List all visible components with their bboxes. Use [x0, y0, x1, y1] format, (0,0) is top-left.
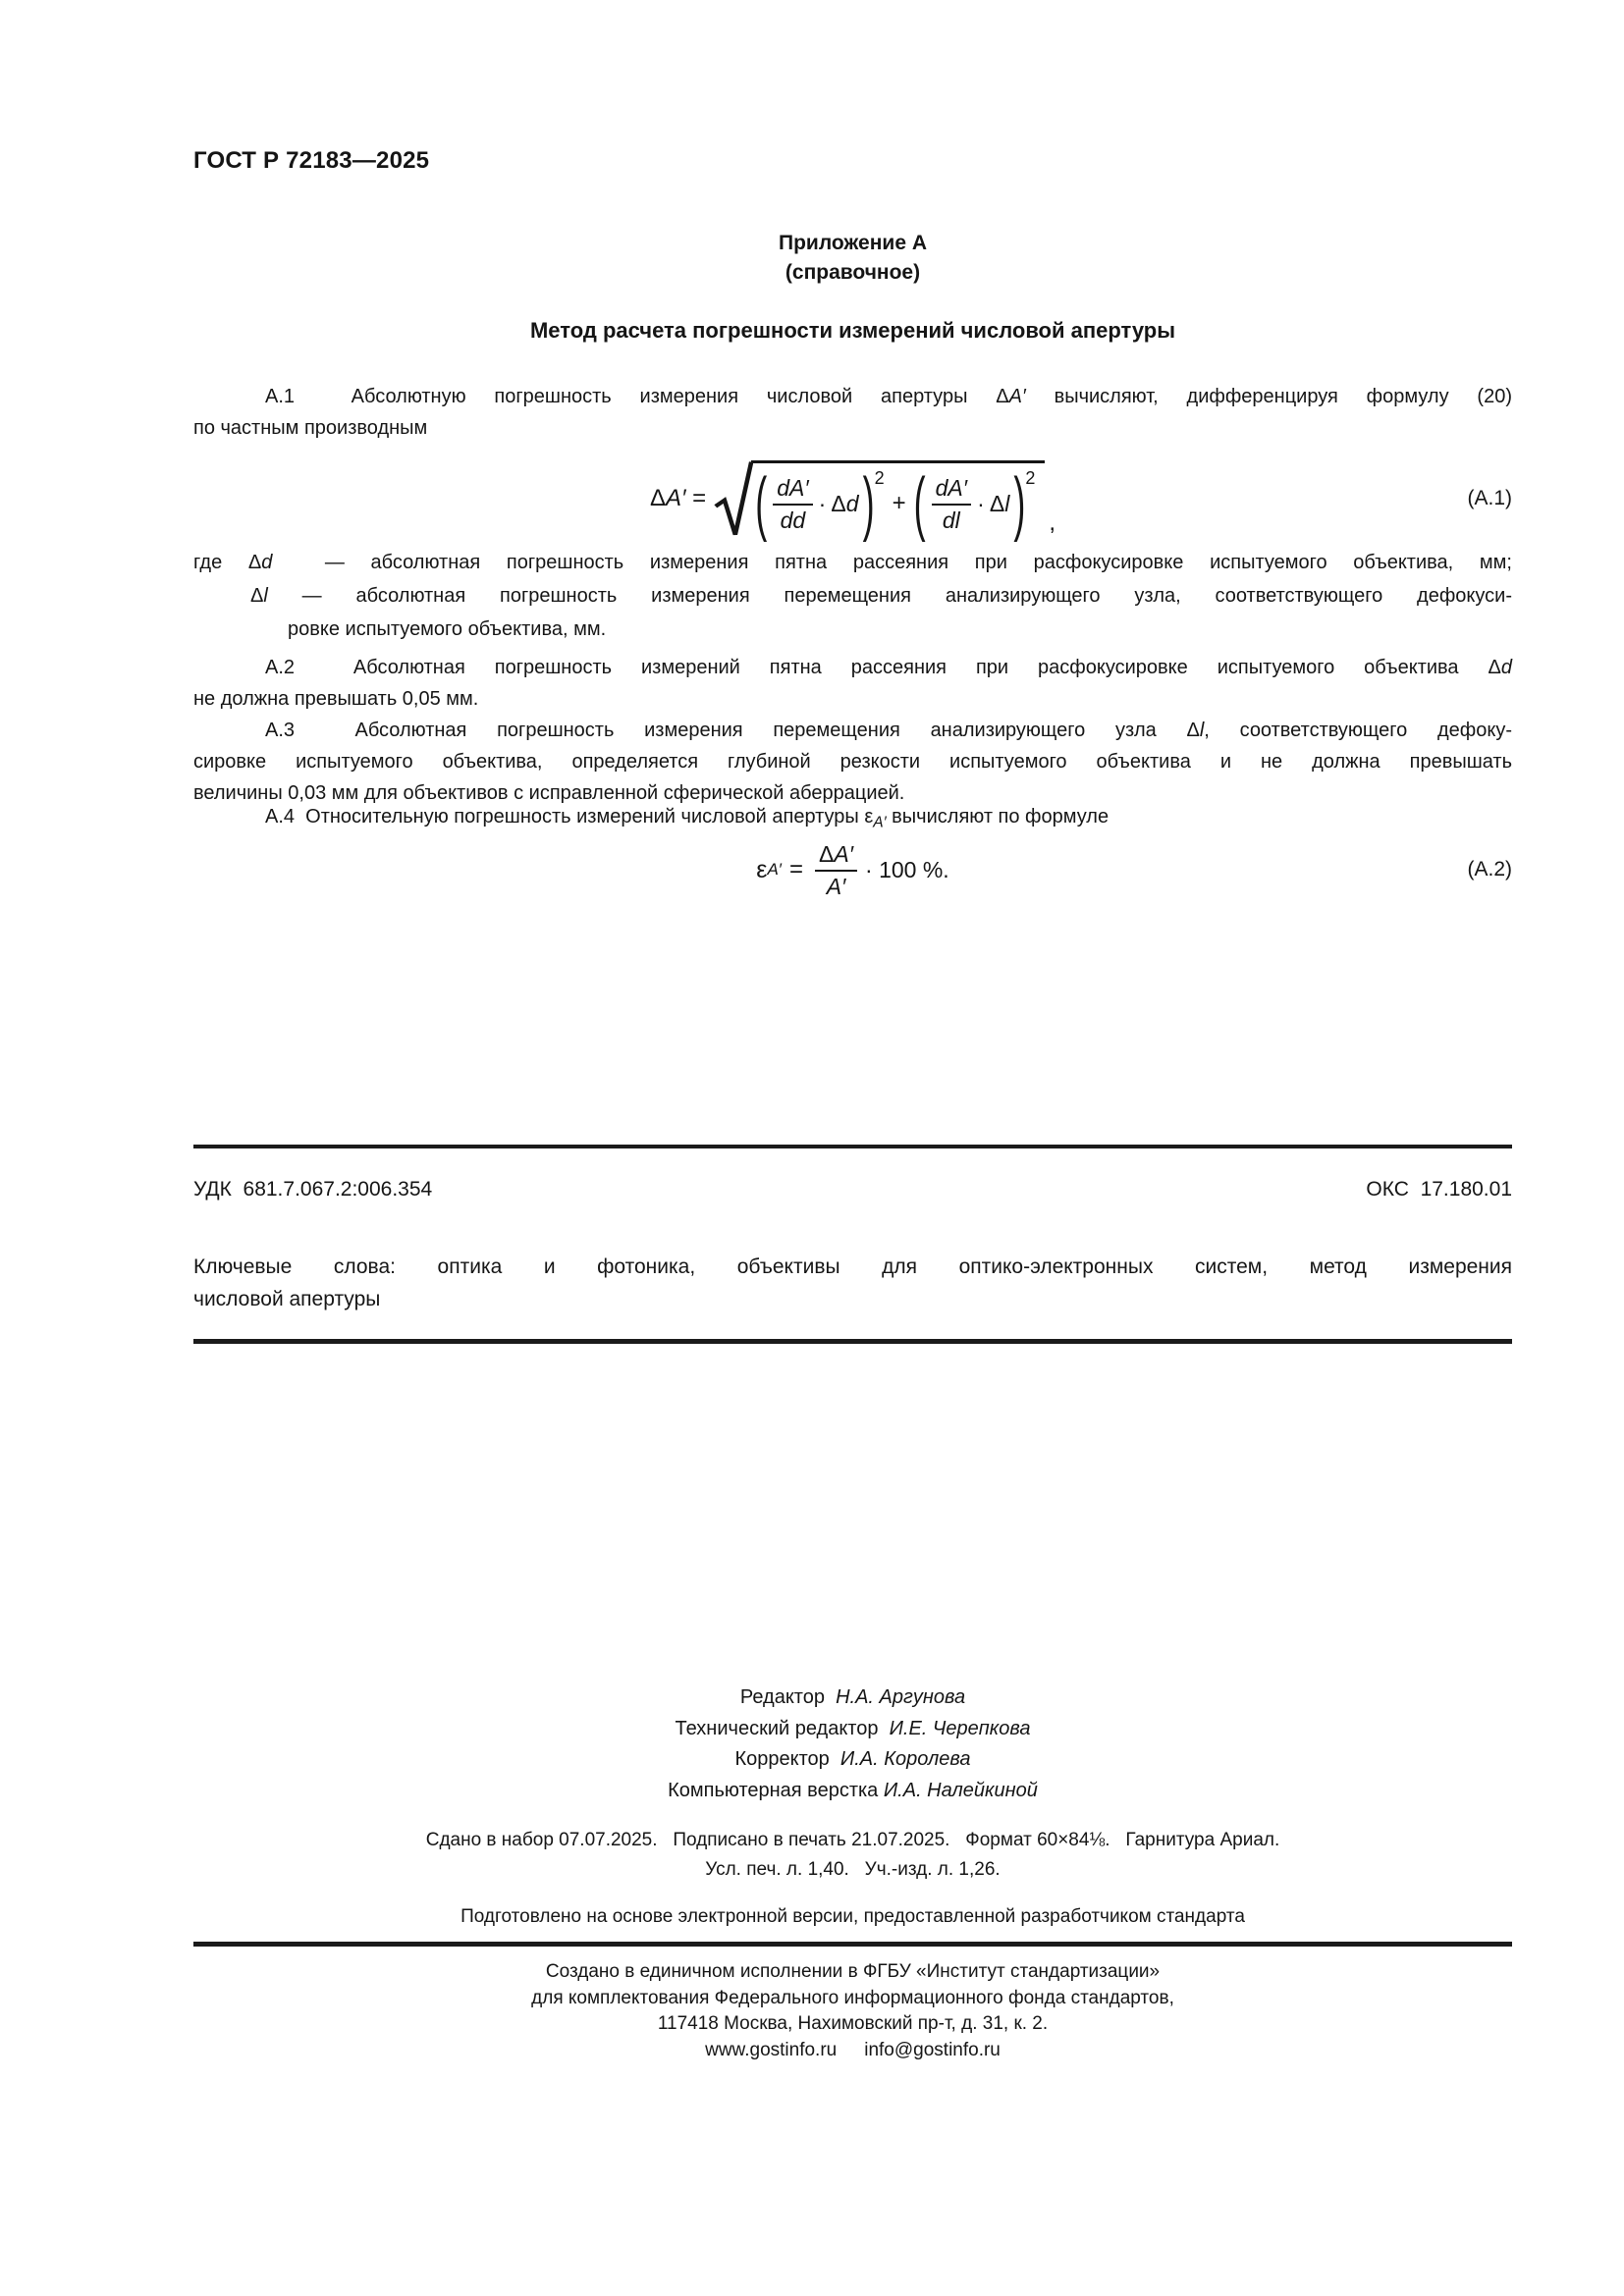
- formula-a1: [193, 442, 1512, 555]
- open-paren: (: [755, 462, 768, 543]
- credit-layout: Компьютерная верстка И.А. Налейкиной: [668, 1779, 1038, 1801]
- colophon-line: Создано в единичном исполнении в ФГБУ «Институт стандартизации»: [545, 1961, 1161, 1982]
- keywords-paragraph: [193, 1251, 1512, 1315]
- denominator: A′: [826, 873, 846, 899]
- colophon-line: 117418 Москва, Нахимовский пр-т, д. 31, к. 2.: [657, 2013, 1049, 2034]
- publisher-website: www.gostinfo.ru: [705, 2039, 838, 2060]
- fraction-2: [932, 475, 971, 533]
- appendix-note: (справочное): [785, 261, 921, 284]
- publisher-email: info@gostinfo.ru: [864, 2039, 1001, 2060]
- publisher-colophon: [193, 1959, 1512, 2063]
- plus-sign: +: [892, 490, 906, 516]
- typeset-line: Усл. печ. л. 1,40. Уч.-изд. л. 1,26.: [705, 1859, 1001, 1880]
- fraction: [815, 841, 857, 899]
- colophon-line: для комплектования Федерального информационного фонда стандартов,: [531, 1987, 1174, 2008]
- numerator: ΔA′: [815, 841, 857, 872]
- paragraph-line: не должна превышать 0,05 мм.: [193, 688, 479, 710]
- horizontal-rule: [193, 1942, 1512, 1947]
- horizontal-rule: [193, 1339, 1512, 1344]
- fraction-1: [773, 475, 812, 533]
- close-paren: ): [862, 462, 875, 543]
- paragraph-line: по частным производным: [193, 417, 428, 439]
- exponent: 2: [1025, 467, 1036, 488]
- multiplied-value: · 100 %.: [865, 856, 949, 882]
- content-area: [193, 0, 1512, 2296]
- paragraph-line: А.2 Абсолютная погрешность измерений пятна рассеяния при расфокусировке испытуемого объектива Δd: [265, 657, 1512, 678]
- formula-a2-expression: [756, 841, 948, 899]
- formula-lhs: ΔA′ =: [649, 484, 707, 511]
- keywords-line: Ключевые слова: оптика и фотоника, объективы для оптико-электронных систем, метод измерения: [193, 1255, 1512, 1278]
- where-line: ровке испытуемого объектива, мм.: [288, 618, 607, 640]
- exponent: 2: [874, 467, 885, 488]
- equation-number: (А.2): [1467, 858, 1512, 881]
- page-title: Метод расчета погрешности измерений числовой апертуры: [529, 318, 1176, 343]
- denominator: dd: [780, 507, 806, 533]
- epsilon-symbol: ε: [756, 855, 768, 883]
- multiplier: · Δd: [818, 490, 859, 516]
- classification-row: [193, 1178, 1512, 1201]
- comma: ,: [1049, 508, 1056, 536]
- numerator: dA′: [932, 475, 971, 506]
- formula-a2: [193, 838, 1512, 901]
- keywords-line: числовой апертуры: [193, 1288, 381, 1310]
- numerator: dA′: [773, 475, 812, 506]
- editorial-credits: [193, 1682, 1512, 1806]
- credit-editor: Редактор Н.А. Аргунова: [739, 1686, 966, 1708]
- where-clause: [193, 546, 1512, 646]
- running-header: ГОСТ Р 72183—2025: [193, 147, 430, 174]
- typeset-line: Сдано в набор 07.07.2025. Подписано в печать 21.07.2025. Формат 60×84⅛. Гарнитура Ариал.: [425, 1830, 1280, 1850]
- paragraph-a2: [193, 652, 1512, 715]
- equals-sign: =: [788, 856, 803, 882]
- paragraph-line: А.4 Относительную погрешность измерений числовой апертуры $\varepsilon_{A'}$ вычисляют по формуле: [265, 806, 1110, 831]
- sqrt-radical-icon: [714, 460, 753, 537]
- prepared-note: Подготовлено на основе электронной версии, предоставленной разработчиком стандарта: [460, 1906, 1245, 1927]
- denominator: dl: [942, 507, 960, 533]
- paragraph-a3: [193, 715, 1512, 809]
- equation-number: (А.1): [1467, 486, 1512, 509]
- multiplier: · Δl: [977, 490, 1010, 516]
- horizontal-rule: [193, 1145, 1512, 1148]
- paragraph-a1: [193, 381, 1512, 444]
- credit-tech-editor: Технический редактор И.Е. Черепкова: [675, 1717, 1031, 1739]
- appendix-label: Приложение А: [778, 232, 927, 254]
- radical-group: [714, 460, 1045, 543]
- squared-term-2: [912, 462, 1038, 543]
- paragraph-a4: [193, 801, 1512, 839]
- paragraph-line: А.3 Абсолютная погрешность измерения перемещения анализирующего узла Δl, соответствующего дефоку-: [265, 720, 1512, 741]
- squared-term-1: [753, 462, 886, 543]
- paragraph-line: А.1 Абсолютную погрешность измерения числовой апертуры ΔA′ вычисляют, дифференцируя формулу (20): [265, 386, 1512, 407]
- typesetting-info: [193, 1826, 1512, 1885]
- paragraph-line: величины 0,03 мм для объективов с исправленной сферической аберрацией.: [193, 782, 905, 804]
- appendix-heading: [193, 229, 1512, 288]
- oks-code: ОКС 17.180.01: [1366, 1178, 1512, 1201]
- open-paren: (: [913, 462, 926, 543]
- credit-corrector: Корректор И.А. Королева: [734, 1748, 971, 1770]
- paragraph-line: сировке испытуемого объектива, определяется глубиной резкости испытуемого объектива и не должна превышать: [193, 751, 1512, 773]
- radicand: [751, 460, 1045, 543]
- where-line: Δl — абсолютная погрешность измерения перемещения анализирующего узла, соответствующего дефокуси-: [250, 585, 1512, 607]
- epsilon-subscript: A′: [767, 860, 782, 879]
- where-line: где Δd — абсолютная погрешность измерения пятна рассеяния при расфокусировке испытуемого объектива, мм;: [193, 552, 1512, 573]
- formula-a1-expression: [649, 460, 1056, 543]
- close-paren: ): [1013, 462, 1026, 543]
- udk-code: УДК 681.7.067.2:006.354: [193, 1178, 433, 1201]
- colophon-contacts: [193, 2038, 1512, 2064]
